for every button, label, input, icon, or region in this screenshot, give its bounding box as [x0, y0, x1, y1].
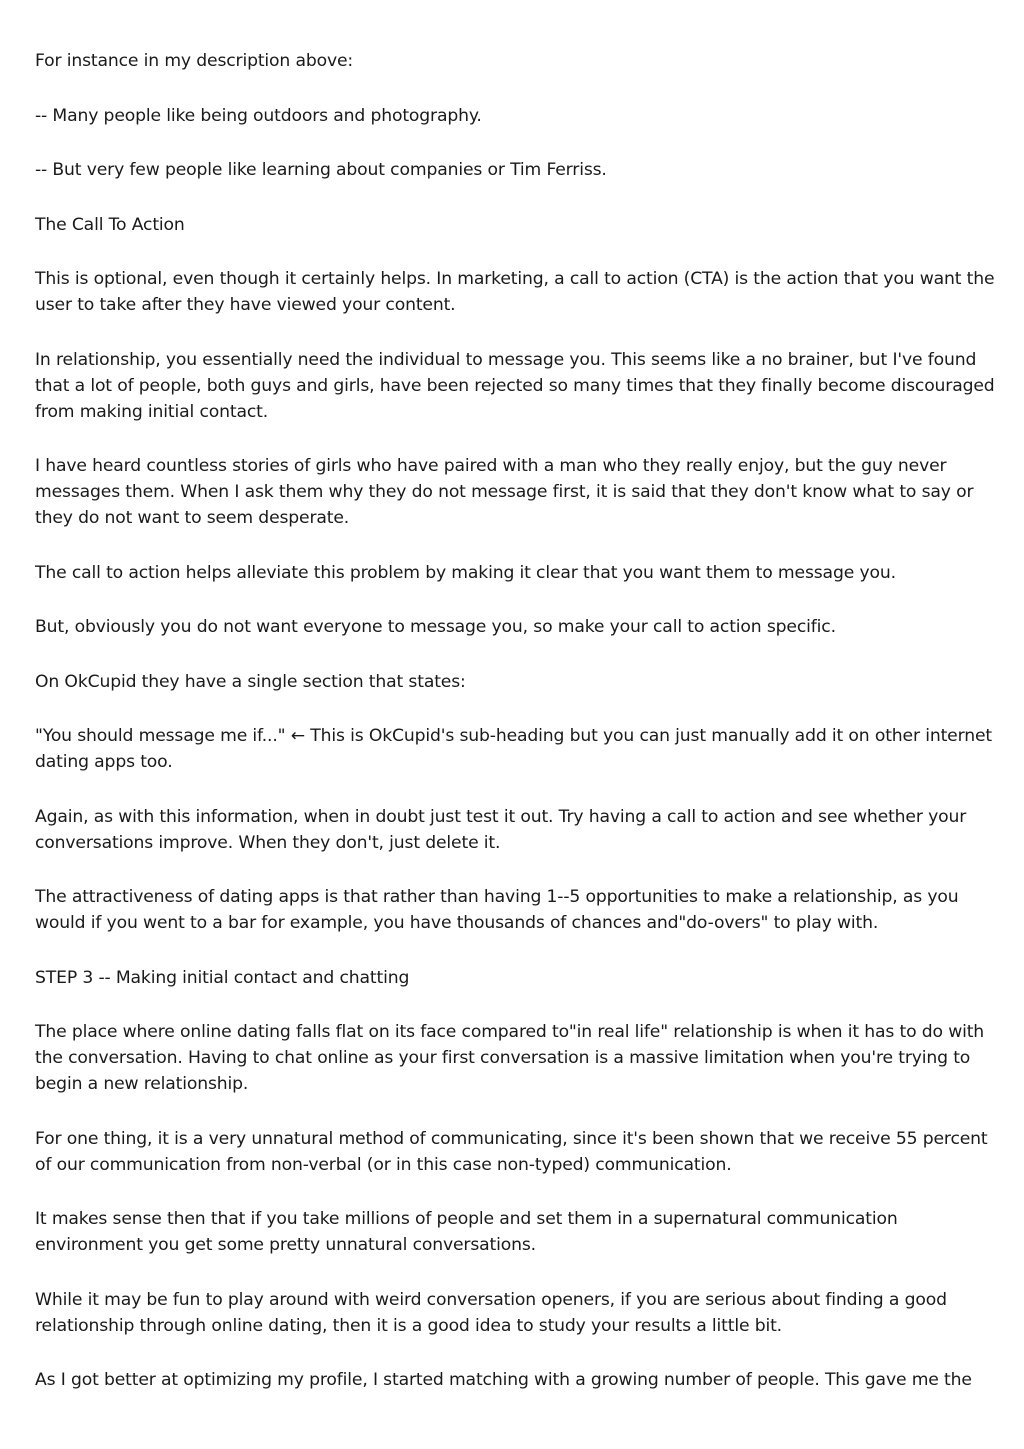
paragraph-attractiveness: The attractiveness of dating apps is that rather than having 1--5 opportunities to make a relationship, as you would if you went to a bar for example, you have thousands of chances and"do-overs" to play with. [35, 887, 959, 933]
paragraph-weird-openers: While it may be fun to play around with weird conversation openers, if you are serious about finding a good relationship through online dating, then it is a good idea to study your results a little bit. [35, 1289, 947, 1336]
section-heading-call-to-action: The Call To Action [35, 214, 185, 235]
paragraph-optimizing-profile: As I got better at optimizing my profile, I started matching with a growing number of people. This gave me the [35, 1370, 972, 1390]
paragraph-online-dating-falls-flat: The place where online dating falls flat on its face compared to"in real life" relationship is when it has to do with the conversation. Having to chat online as your first conversation is a massive limitation when you're trying to begin a new relationship. [35, 1022, 985, 1094]
paragraph-okcupid-section: On OkCupid they have a single section that states: [35, 671, 466, 692]
paragraph-intro: For instance in my description above: [35, 51, 354, 71]
paragraph-test-it-out: Again, as with this information, when in doubt just test it out. Try having a call to action and see whether your conversations improve. When they don't, just delete it. [35, 806, 967, 853]
paragraph-cta-specific: But, obviously you do not want everyone to message you, so make your call to action specific. [35, 617, 836, 637]
paragraph-relationship-message: In relationship, you essentially need the individual to message you. This seems like a no brainer, but I've found that a lot of people, both guys and girls, have been rejected so many times that they finally become discouraged from making initial contact. [35, 349, 995, 422]
paragraph-unnatural-method: For one thing, it is a very unnatural method of communicating, since it's been shown that we receive 55 percent of our communication from non-verbal (or in this case non-typed) communication. [35, 1128, 988, 1175]
paragraph-cta-helps: The call to action helps alleviate this problem by making it clear that you want them to message you. [35, 562, 896, 583]
paragraph-okcupid-subheading: "You should message me if..." ← This is OkCupid's sub-heading but you can just manually add it on other internet dating apps too. [35, 726, 992, 772]
paragraph-makes-sense: It makes sense then that if you take millions of people and set them in a supernatural communication environment you get some pretty unnatural conversations. [35, 1209, 898, 1255]
paragraph-cta-definition: This is optional, even though it certainly helps. In marketing, a call to action (CTA) is the action that you want the user to take after they have viewed your content. [35, 269, 995, 315]
paragraph-countless-stories: I have heard countless stories of girls who have paired with a man who they really enjoy, but the guy never messages them. When I ask them why they do not message first, it is said that they don't know what to say or they do not want to seem desperate. [35, 456, 974, 528]
section-heading-step-3: STEP 3 -- Making initial contact and chatting [35, 967, 410, 988]
document-page [35, 48, 995, 1422]
paragraph-bullet-outdoors: -- Many people like being outdoors and photography. [35, 105, 482, 126]
paragraph-bullet-companies: -- But very few people like learning about companies or Tim Ferriss. [35, 160, 607, 180]
